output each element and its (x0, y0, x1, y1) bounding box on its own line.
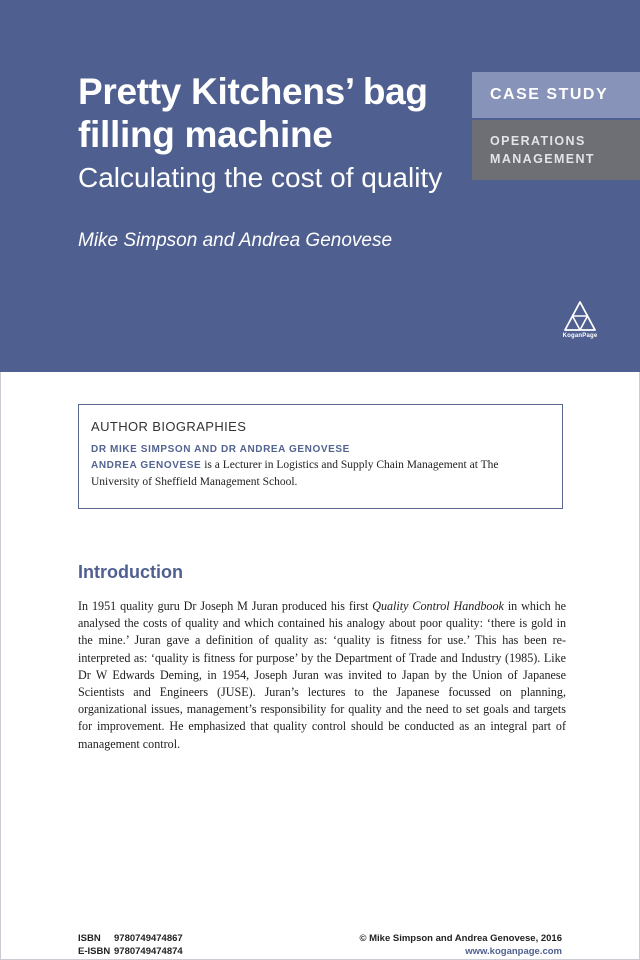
isbn-block (78, 932, 183, 958)
eisbn-line (78, 945, 183, 958)
eisbn-value: 9780749474874 (114, 946, 183, 957)
copyright-block (359, 932, 562, 958)
isbn-label: ISBN (78, 933, 101, 944)
triangle-logo-icon (563, 300, 597, 332)
document-title: Pretty Kitchens’ bag filling machine (78, 71, 428, 155)
bio-paragraph (91, 457, 548, 490)
introduction-paragraph (78, 598, 566, 753)
introduction-heading: Introduction (78, 562, 183, 582)
case-study-tag: CASE STUDY (472, 72, 640, 118)
document-subtitle: Calculating the cost of quality (78, 162, 443, 193)
cover-header (0, 0, 640, 372)
author-names: Mike Simpson and Andrea Genovese (78, 230, 393, 251)
publisher-link[interactable]: www.koganpage.com (465, 946, 562, 957)
author-biographies-box (78, 404, 563, 509)
handbook-title: Quality Control Handbook (372, 599, 504, 613)
bio-lead-name: ANDREA GENOVESE (91, 460, 202, 471)
subject-tag-line2: MANAGEMENT (490, 152, 595, 166)
intro-text-start: In 1951 quality guru Dr Joseph M Juran produced his first (78, 599, 373, 613)
eisbn-label: E-ISBN (78, 946, 111, 957)
intro-text-rest: in which he analysed the costs of quality and which contained his analogy about poor quality: ‘there is gold in the mine.’ Juran gave a definition of quality as: ‘quality is fitness for use.’ This has been re-interpreted as: ‘quality is fitness for purpose’ by the Department of Trade and Industry (1985). Like Dr W Edwards Deming, in 1954, Joseph Juran was invited to Japan by the Union of Japanese Scientists and Engineers (JUSE). Juran’s lectures to the Japanese focussed on planning, organizational issues, management’s responsibility for quality and the need to set goals and targets for improvement. He emphasized that quality control should be conducted as an integral part of management control. (78, 599, 567, 751)
publisher-logo-text: KoganPage (562, 333, 598, 339)
publisher-logo (560, 300, 600, 348)
subject-tag (472, 120, 640, 180)
isbn-value: 9780749474867 (114, 933, 183, 944)
copyright-notice: © Mike Simpson and Andrea Genovese, 2016 (359, 933, 562, 944)
bio-heading: AUTHOR BIOGRAPHIES (91, 419, 247, 434)
subject-tag-line1: OPERATIONS (490, 134, 586, 148)
bio-description: is a Lecturer in Logistics and Supply Chain Management at The University of Sheffield Management School. (91, 459, 499, 488)
isbn-line (78, 932, 183, 945)
bio-author-names: DR MIKE SIMPSON AND DR ANDREA GENOVESE (91, 444, 350, 455)
